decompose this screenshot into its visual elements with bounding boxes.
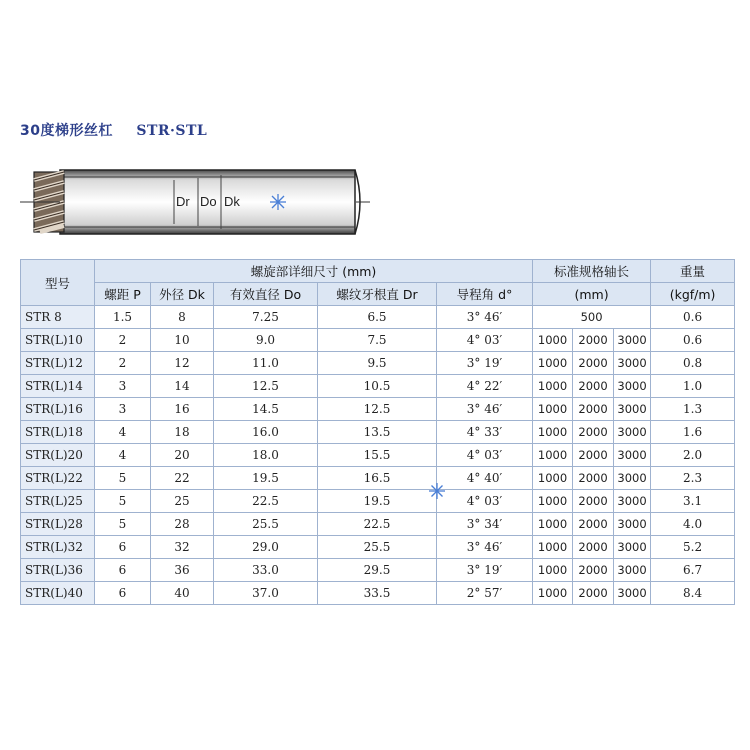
cell-root-dia: 7.5 (318, 329, 437, 352)
header-thread-group: 螺旋部详细尺寸 (mm) (95, 260, 533, 283)
cell-std-length: 1000 (533, 421, 573, 444)
cell-std-length: 3000 (614, 582, 651, 605)
cell-pitch: 6 (95, 536, 151, 559)
header-std-length-title: 标准规格轴长 (554, 264, 630, 279)
cell-pitch: 3 (95, 398, 151, 421)
header-outer-dia: 外径 Dk (151, 283, 214, 306)
cell-outer-dia: 28 (151, 513, 214, 536)
cell-std-length: 3000 (614, 536, 651, 559)
cell-outer-dia: 12 (151, 352, 214, 375)
table-row (21, 375, 735, 398)
cell-model: STR(L)25 (21, 490, 95, 513)
header-weight-unit: (kgf/m) (651, 283, 735, 306)
table-row (21, 329, 735, 352)
cell-std-length: 1000 (533, 582, 573, 605)
cell-std-length: 1000 (533, 490, 573, 513)
cell-std-length: 2000 (573, 536, 614, 559)
cell-std-length: 1000 (533, 444, 573, 467)
cell-outer-dia: 18 (151, 421, 214, 444)
cell-pitch: 3 (95, 375, 151, 398)
cell-model: STR(L)10 (21, 329, 95, 352)
cell-root-dia: 15.5 (318, 444, 437, 467)
cell-outer-dia: 16 (151, 398, 214, 421)
cell-root-dia: 10.5 (318, 375, 437, 398)
screw-diagram (20, 150, 380, 250)
cell-std-length: 3000 (614, 421, 651, 444)
cell-std-length: 3000 (614, 559, 651, 582)
cell-lead-angle: 4° 03′ (437, 490, 533, 513)
cell-std-length: 1000 (533, 375, 573, 398)
header-lead-angle: 导程角 d° (437, 283, 533, 306)
title-model: STR·STL (136, 123, 208, 139)
cell-root-dia: 22.5 (318, 513, 437, 536)
cell-lead-angle: 2° 57′ (437, 582, 533, 605)
cell-std-length: 2000 (573, 490, 614, 513)
cell-effective-dia: 37.0 (214, 582, 318, 605)
cell-outer-dia: 10 (151, 329, 214, 352)
sparkle-icon (428, 482, 446, 500)
label-do: Do (200, 194, 217, 209)
cell-effective-dia: 12.5 (214, 375, 318, 398)
cell-outer-dia: 36 (151, 559, 214, 582)
cell-std-length: 3000 (614, 352, 651, 375)
cell-std-length: 1000 (533, 329, 573, 352)
cell-root-dia: 13.5 (318, 421, 437, 444)
cell-lead-angle: 3° 19′ (437, 559, 533, 582)
header-weight (651, 260, 735, 283)
header-effective-dia: 有效直径 Do (214, 283, 318, 306)
header-std-length (533, 260, 651, 283)
cell-std-length: 3000 (614, 444, 651, 467)
cell-pitch: 4 (95, 444, 151, 467)
cell-weight: 0.8 (651, 352, 735, 375)
label-dk: Dk (224, 194, 240, 209)
cell-std-length: 2000 (573, 582, 614, 605)
header-weight-title: 重量 (680, 264, 706, 279)
cell-pitch: 5 (95, 467, 151, 490)
table-row (21, 306, 735, 329)
cell-std-length: 1000 (533, 352, 573, 375)
cell-pitch: 2 (95, 329, 151, 352)
cell-std-length: 2000 (573, 398, 614, 421)
cell-model: STR(L)16 (21, 398, 95, 421)
cell-outer-dia: 40 (151, 582, 214, 605)
page-title (20, 120, 207, 140)
header-std-length-unit: (mm) (533, 283, 651, 306)
cell-effective-dia: 33.0 (214, 559, 318, 582)
cell-weight: 2.3 (651, 467, 735, 490)
cell-lead-angle: 4° 03′ (437, 329, 533, 352)
cell-pitch: 5 (95, 513, 151, 536)
table-row (21, 582, 735, 605)
table-row (21, 513, 735, 536)
cell-model: STR 8 (21, 306, 95, 329)
cell-model: STR(L)18 (21, 421, 95, 444)
cell-lead-angle: 4° 22′ (437, 375, 533, 398)
header-pitch: 螺距 P (95, 283, 151, 306)
cell-weight: 0.6 (651, 306, 735, 329)
label-dr: Dr (176, 194, 190, 209)
cell-root-dia: 29.5 (318, 559, 437, 582)
header-model: 型号 (21, 260, 95, 306)
cell-weight: 8.4 (651, 582, 735, 605)
cell-outer-dia: 22 (151, 467, 214, 490)
table-row (21, 490, 735, 513)
cell-lead-angle: 4° 03′ (437, 444, 533, 467)
cell-root-dia: 33.5 (318, 582, 437, 605)
cell-effective-dia: 14.5 (214, 398, 318, 421)
cell-pitch: 4 (95, 421, 151, 444)
cell-lead-angle: 3° 46′ (437, 306, 533, 329)
cell-lead-angle: 3° 19′ (437, 352, 533, 375)
cell-weight: 3.1 (651, 490, 735, 513)
table-row (21, 536, 735, 559)
cell-root-dia: 6.5 (318, 306, 437, 329)
cell-weight: 2.0 (651, 444, 735, 467)
cell-std-length: 2000 (573, 421, 614, 444)
cell-pitch: 6 (95, 559, 151, 582)
cell-std-length: 2000 (573, 559, 614, 582)
cell-std-length: 3000 (614, 375, 651, 398)
cell-weight: 1.6 (651, 421, 735, 444)
cell-model: STR(L)32 (21, 536, 95, 559)
cell-std-length: 3000 (614, 398, 651, 421)
cell-std-length: 2000 (573, 329, 614, 352)
cell-model: STR(L)40 (21, 582, 95, 605)
cell-std-length: 3000 (614, 513, 651, 536)
cell-weight: 0.6 (651, 329, 735, 352)
cell-effective-dia: 22.5 (214, 490, 318, 513)
cell-pitch: 6 (95, 582, 151, 605)
table-row (21, 559, 735, 582)
table-row (21, 444, 735, 467)
cell-effective-dia: 18.0 (214, 444, 318, 467)
cell-model: STR(L)20 (21, 444, 95, 467)
cell-effective-dia: 11.0 (214, 352, 318, 375)
spec-table (20, 259, 735, 605)
cell-root-dia: 19.5 (318, 490, 437, 513)
cell-std-length: 3000 (614, 490, 651, 513)
cell-pitch: 5 (95, 490, 151, 513)
cell-std-length: 1000 (533, 559, 573, 582)
cell-outer-dia: 20 (151, 444, 214, 467)
cell-effective-dia: 19.5 (214, 467, 318, 490)
cell-root-dia: 12.5 (318, 398, 437, 421)
table-row (21, 467, 735, 490)
table-row (21, 421, 735, 444)
cell-std-length: 1000 (533, 536, 573, 559)
cell-lead-angle: 4° 40′ (437, 467, 533, 490)
cell-effective-dia: 16.0 (214, 421, 318, 444)
cell-std-length: 1000 (533, 467, 573, 490)
header-root-dia: 螺纹牙根直 Dr (318, 283, 437, 306)
cell-root-dia: 25.5 (318, 536, 437, 559)
cell-model: STR(L)28 (21, 513, 95, 536)
cell-std-length: 3000 (614, 467, 651, 490)
cell-weight: 5.2 (651, 536, 735, 559)
cell-effective-dia: 29.0 (214, 536, 318, 559)
table-row (21, 398, 735, 421)
cell-root-dia: 16.5 (318, 467, 437, 490)
cell-weight: 4.0 (651, 513, 735, 536)
title-text: 30度梯形丝杠 (20, 123, 113, 139)
cell-lead-angle: 3° 46′ (437, 536, 533, 559)
cell-pitch: 2 (95, 352, 151, 375)
cell-std-length: 500 (533, 306, 651, 329)
cell-std-length: 2000 (573, 444, 614, 467)
cell-lead-angle: 3° 34′ (437, 513, 533, 536)
cell-model: STR(L)14 (21, 375, 95, 398)
cell-weight: 6.7 (651, 559, 735, 582)
cell-outer-dia: 8 (151, 306, 214, 329)
cell-model: STR(L)22 (21, 467, 95, 490)
cell-std-length: 1000 (533, 398, 573, 421)
cell-std-length: 3000 (614, 329, 651, 352)
cell-lead-angle: 3° 46′ (437, 398, 533, 421)
cell-lead-angle: 4° 33′ (437, 421, 533, 444)
cell-effective-dia: 25.5 (214, 513, 318, 536)
cell-std-length: 2000 (573, 513, 614, 536)
cell-weight: 1.3 (651, 398, 735, 421)
cell-outer-dia: 25 (151, 490, 214, 513)
cell-weight: 1.0 (651, 375, 735, 398)
cell-root-dia: 9.5 (318, 352, 437, 375)
cell-outer-dia: 14 (151, 375, 214, 398)
sparkle-icon (270, 194, 286, 210)
cell-effective-dia: 9.0 (214, 329, 318, 352)
cell-std-length: 2000 (573, 352, 614, 375)
cell-std-length: 2000 (573, 375, 614, 398)
cell-pitch: 1.5 (95, 306, 151, 329)
cell-outer-dia: 32 (151, 536, 214, 559)
cell-std-length: 1000 (533, 513, 573, 536)
table-row (21, 352, 735, 375)
cell-model: STR(L)12 (21, 352, 95, 375)
cell-model: STR(L)36 (21, 559, 95, 582)
cell-effective-dia: 7.25 (214, 306, 318, 329)
cell-std-length: 2000 (573, 467, 614, 490)
